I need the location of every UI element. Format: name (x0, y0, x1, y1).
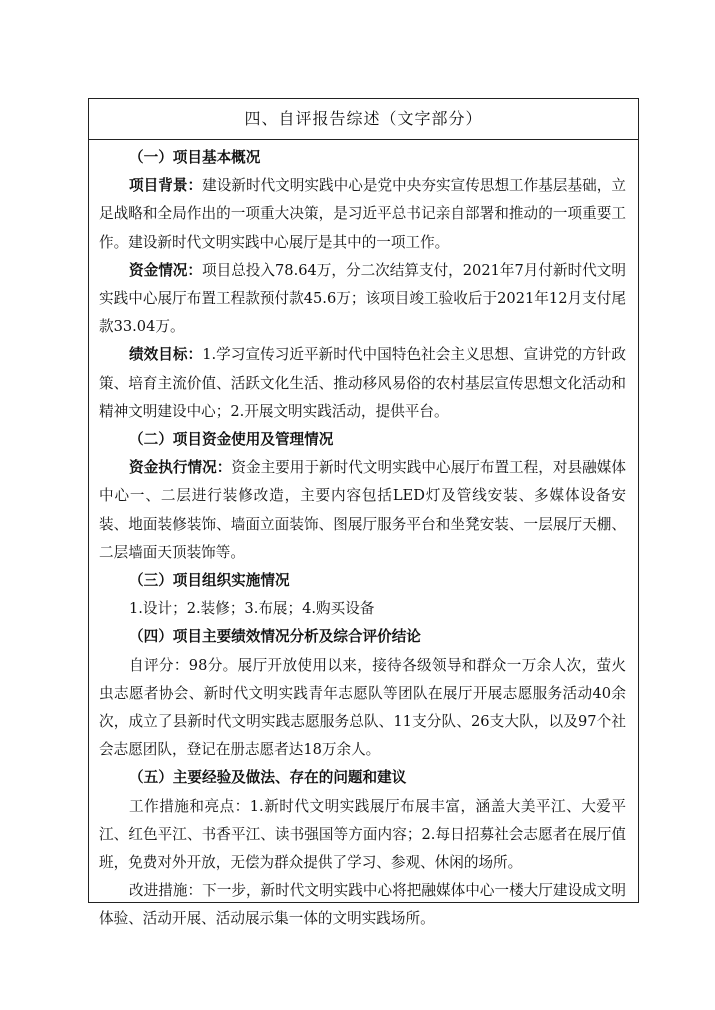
section-heading-basic: （一）项目基本概况 (129, 149, 261, 166)
report-table (88, 98, 639, 928)
section-heading-performance: （四）项目主要绩效情况分析及综合评价结论 (129, 628, 421, 646)
text-execution: 资金主要用于新时代文明实践中心展厅布置工程，对县融媒体中心一、二层进行装修改造，主要内容包括LED灯及管线安装、多媒体设备安装、地面装修装饰、墙面立面装饰、图展厅服务平台和坐凳安装、一层展厅天棚、二层墙面天顶装饰等。 (99, 459, 626, 561)
section-heading-implementation: （三）项目组织实施情况 (129, 572, 290, 590)
label-goal: 绩效目标： (129, 346, 203, 364)
page-title: 四、自评报告综述（文字部分） (89, 99, 638, 140)
paragraph-funding (99, 257, 626, 342)
text-background: 建设新时代文明实践中心是党中央夯实宣传思想工作基层基础，立足战略和全局作出的一项重大决策，是习近平总书记亲自部署和推动的一项重要工作。建设新时代文明实践中心展厅是其中的一项工作。 (99, 177, 626, 251)
label-background: 项目背景： (129, 177, 203, 195)
paragraph-execution (99, 454, 626, 567)
text-measures: 工作措施和亮点：1.新时代文明实践展厅布展丰富，涵盖大美平江、大爱平江、红色平江、书香平江、读书强国等方面内容；2.每日招募社会志愿者在展厅值班，免费对外开放，无偿为群众提供了学习、参观、休闲的场所。 (99, 797, 626, 872)
text-funding: 项目总投入78.64万，分二次结算支付，2021年7月付新时代文明实践中心展厅布置工程款预付款45.6万；该项目竣工验收后于2021年12月支付尾款33.04万。 (99, 261, 626, 336)
paragraph-background (99, 172, 626, 257)
text-performance: 自评分：98分。展厅开放使用以来，接待各级领导和群众一万余人次，萤火虫志愿者协会、新时代文明实践青年志愿队等团队在展厅开展志愿服务活动40余次，成立了县新时代文明实践志愿服务总队、11支分队、26支大队，以及97个社会志愿团队，登记在册志愿者达18万余人。 (99, 656, 626, 759)
report-body (89, 140, 638, 934)
label-execution: 资金执行情况： (129, 459, 232, 477)
section-heading-funds: （二）项目资金使用及管理情况 (129, 431, 334, 449)
text-implementation-steps: 1.设计；2.装修；3.布展；4.购买设备 (129, 600, 375, 618)
section-heading-experience: （五）主要经验及做法、存在的问题和建议 (129, 769, 407, 787)
text-improvement: 改进措施：下一步，新时代文明实践中心将把融媒体中心一楼大厅建设成文明体验、活动开展、活动展示集一体的文明实践场所。 (99, 882, 626, 928)
text-goal: 1.学习宣传习近平新时代中国特色社会主义思想、宣讲党的方针政策、培育主流价值、活跃文化生活、推动移风易俗的农村基层宣传思想文化活动和精神文明建设中心；2.开展文明实践活动，提供平台。 (99, 346, 626, 420)
paragraph-goal (99, 341, 626, 426)
label-funding: 资金情况： (129, 261, 202, 279)
